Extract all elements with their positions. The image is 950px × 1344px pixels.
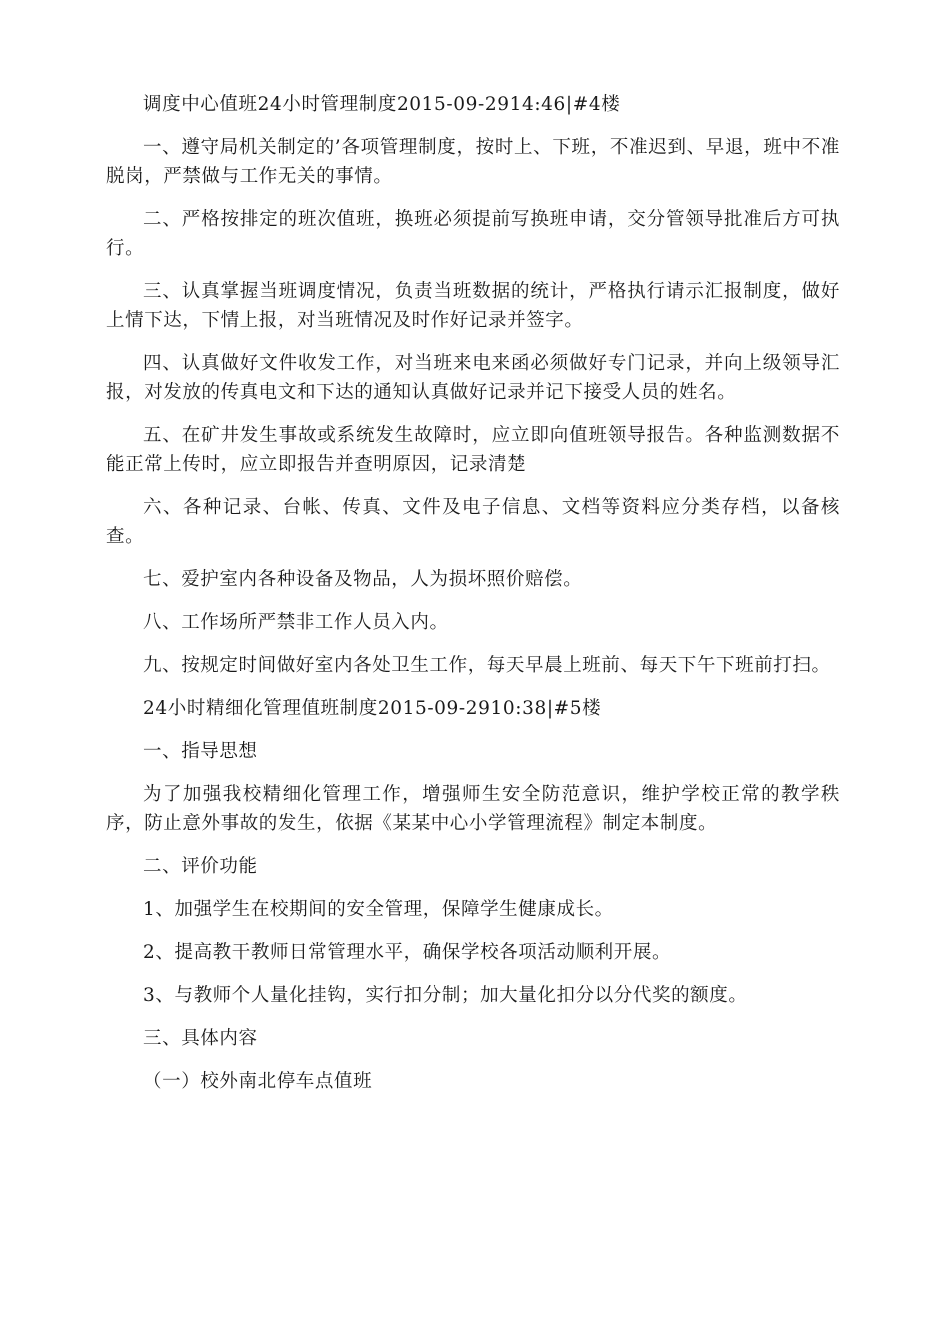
rule-paragraph-8: 八、工作场所严禁非工作人员入内。 bbox=[143, 612, 449, 633]
rule-paragraph-5: 五、在矿井发生事故或系统发生故障时，应立即向值班领导报告。各种监测数据不能正常上传时，应立即报告并查明原因，记录清楚 bbox=[106, 425, 840, 475]
section-heading-guiding-idea: 一、指导思想 bbox=[143, 741, 258, 762]
rule-paragraph-7: 七、爱护室内各种设备及物品，人为损坏照价赔偿。 bbox=[143, 569, 583, 590]
rule-paragraph-6: 六、各种记录、台帐、传真、文件及电子信息、文档等资料应分类存档，以备核查。 bbox=[106, 497, 840, 547]
rule-paragraph-2: 二、严格按排定的班次值班，换班必须提前写换班申请，交分管领导批准后方可执行。 bbox=[106, 209, 840, 259]
rule-paragraph-1: 一、遵守局机关制定的’各项管理制度，按时上、下班，不准迟到、早退，班中不准脱岗，严禁做与工作无关的事情。 bbox=[106, 137, 840, 187]
document-body bbox=[106, 90, 840, 1110]
rule-paragraph-3: 三、认真掌握当班调度情况，负责当班数据的统计，严格执行请示汇报制度，做好上情下达，下情上报，对当班情况及时作好记录并签字。 bbox=[106, 281, 840, 331]
rule-paragraph-9: 九、按规定时间做好室内各处卫生工作，每天早晨上班前、每天下午下班前打扫。 bbox=[143, 655, 831, 676]
section-heading-content: 三、具体内容 bbox=[143, 1028, 258, 1049]
section-heading-evaluation: 二、评价功能 bbox=[143, 856, 258, 877]
rule-paragraph-4: 四、认真做好文件收发工作，对当班来电来函必须做好专门记录，并向上级领导汇报，对发放的传真电文和下达的通知认真做好记录并记下接受人员的姓名。 bbox=[106, 353, 840, 403]
post-header-5: 24小时精细化管理值班制度2015-09-2910:38|#5楼 bbox=[143, 698, 602, 719]
evaluation-item-3: 3、与教师个人量化挂钩，实行扣分制；加大量化扣分以分代奖的额度。 bbox=[143, 985, 748, 1006]
evaluation-item-2: 2、提高教干教师日常管理水平，确保学校各项活动顺利开展。 bbox=[143, 942, 672, 963]
post-header-4: 调度中心值班24小时管理制度2015-09-2914:46|#4楼 bbox=[143, 94, 621, 115]
evaluation-item-1: 1、加强学生在校期间的安全管理，保障学生健康成长。 bbox=[143, 899, 614, 920]
guiding-idea-paragraph: 为了加强我校精细化管理工作，增强师生安全防范意识，维护学校正常的教学秩序，防止意外事故的发生，依据《某某中心小学管理流程》制定本制度。 bbox=[106, 784, 840, 834]
subsection-heading-parking: （一）校外南北停车点值班 bbox=[143, 1071, 373, 1092]
